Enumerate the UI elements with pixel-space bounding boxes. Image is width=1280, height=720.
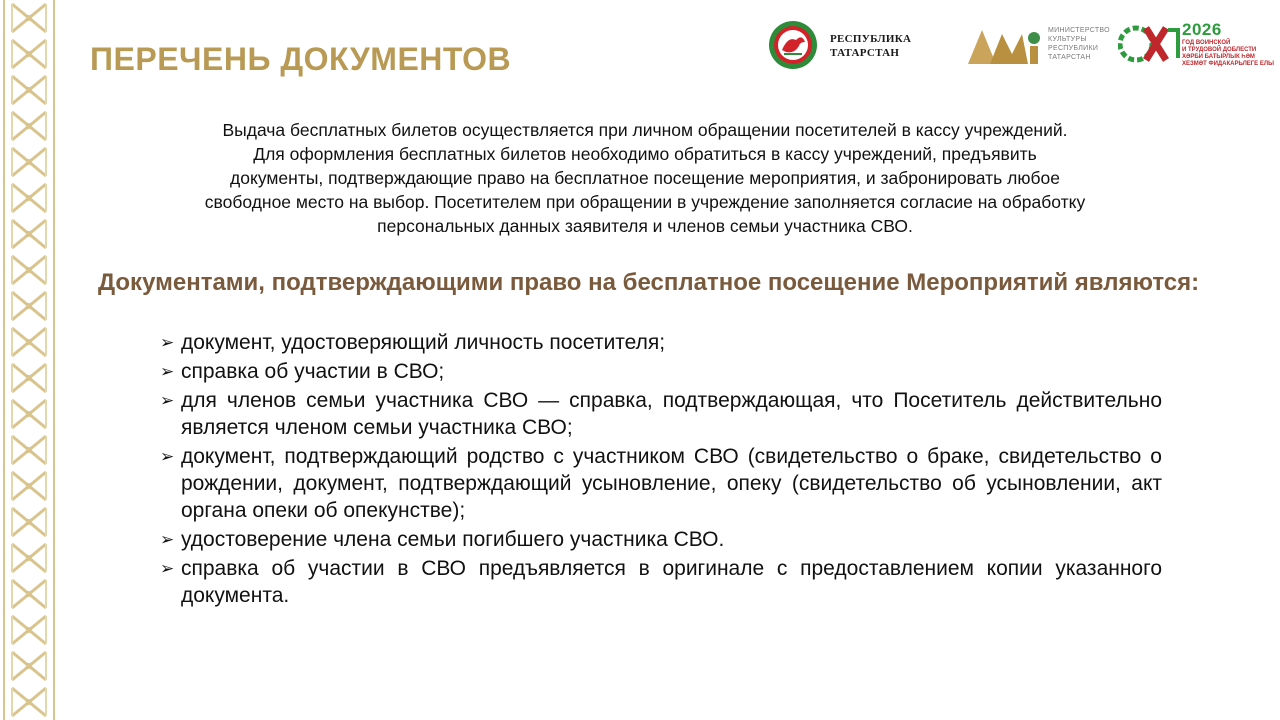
documents-list bbox=[160, 329, 1162, 611]
logo-republic-tatarstan bbox=[768, 20, 928, 72]
ministry-line3: РЕСПУБЛИКИ bbox=[1048, 45, 1099, 52]
ornament-border-icon bbox=[0, 0, 58, 720]
year-sub-line1: ГОД ВОИНСКОЙ bbox=[1182, 40, 1231, 46]
year-number: 2026 bbox=[1182, 20, 1222, 39]
year-2026-emblem-icon bbox=[1118, 24, 1180, 64]
logo-year-2026 bbox=[1118, 20, 1274, 68]
intro-line: свободное место на выбор. Посетителем при обращении в учреждение заполняется согласие на обработку bbox=[204, 192, 1086, 212]
intro-line: персональных данных заявителя и членов семьи участника СВО. bbox=[377, 216, 913, 236]
tatarstan-emblem-icon bbox=[768, 20, 818, 70]
intro-line: Для оформления бесплатных билетов необходимо обратиться в кассу учреждений, предъявить bbox=[253, 144, 1037, 164]
ministry-line1: МИНИСТЕРСТВО bbox=[1048, 27, 1110, 34]
list-item-text: удостоверение члена семьи погибшего участника СВО. bbox=[181, 528, 725, 551]
list-item-text: справка об участии в СВО предъявляется в оригинале с предоставлением копии указанного документа. bbox=[181, 557, 1162, 607]
logo-ministry-culture bbox=[966, 24, 1116, 70]
arrow-bullet-icon: ➢ bbox=[160, 447, 175, 466]
list-item bbox=[160, 443, 1162, 524]
list-item-text: для членов семьи участника СВО — справка, подтверждающая, что Посетитель действительно является членом семьи участника СВО; bbox=[181, 389, 1162, 439]
list-item bbox=[160, 329, 1162, 356]
list-item bbox=[160, 387, 1162, 441]
list-item-text: документ, удостоверяющий личность посетителя; bbox=[181, 331, 666, 354]
republic-name-line1: РЕСПУБЛИКА bbox=[830, 33, 912, 45]
list-item-text: справка об участии в СВО; bbox=[181, 360, 445, 383]
arrow-bullet-icon: ➢ bbox=[160, 333, 175, 352]
year-sub-line3: ХӘРБИ БАТЫРЛЫК ҺӘМ bbox=[1182, 54, 1255, 60]
arrow-bullet-icon: ➢ bbox=[160, 530, 175, 549]
ministry-culture-logo-icon bbox=[966, 24, 1042, 68]
ministry-line4: ТАТАРСТАН bbox=[1048, 54, 1091, 61]
intro-line: документы, подтверждающие право на бесплатное посещение мероприятия, и забронировать любое bbox=[230, 168, 1060, 188]
list-item bbox=[160, 358, 1162, 385]
intro-line: Выдача бесплатных билетов осуществляется при личном обращении посетителей в кассу учреждений. bbox=[222, 120, 1068, 140]
arrow-bullet-icon: ➢ bbox=[160, 391, 175, 410]
republic-name-line2: ТАТАРСТАН bbox=[830, 47, 900, 59]
year-sub-line4: ХЕЗМӘТ ФИДАКАРЬЛЕГЕ ЕЛЫ bbox=[1182, 61, 1274, 67]
arrow-bullet-icon: ➢ bbox=[160, 559, 175, 578]
list-item bbox=[160, 526, 1162, 553]
intro-paragraph bbox=[100, 118, 1190, 238]
page-title: ПЕРЕЧЕНЬ ДОКУМЕНТОВ bbox=[90, 41, 512, 77]
list-item-text: документ, подтверждающий родство с участником СВО (свидетельство о браке, свидетельство о рождении, документ, подтверждающий усыновление, опеку (свидетельство об усыновлении, акт органа опеки об опекунстве); bbox=[181, 445, 1162, 522]
year-sub-line2: И ТРУДОВОЙ ДОБЛЕСТИ bbox=[1182, 47, 1257, 53]
arrow-bullet-icon: ➢ bbox=[160, 362, 175, 381]
list-item bbox=[160, 555, 1162, 609]
ministry-line2: КУЛЬТУРЫ bbox=[1048, 36, 1087, 43]
documents-subheading: Документами, подтверждающими право на бесплатное посещение Мероприятий являются: bbox=[98, 269, 1200, 296]
